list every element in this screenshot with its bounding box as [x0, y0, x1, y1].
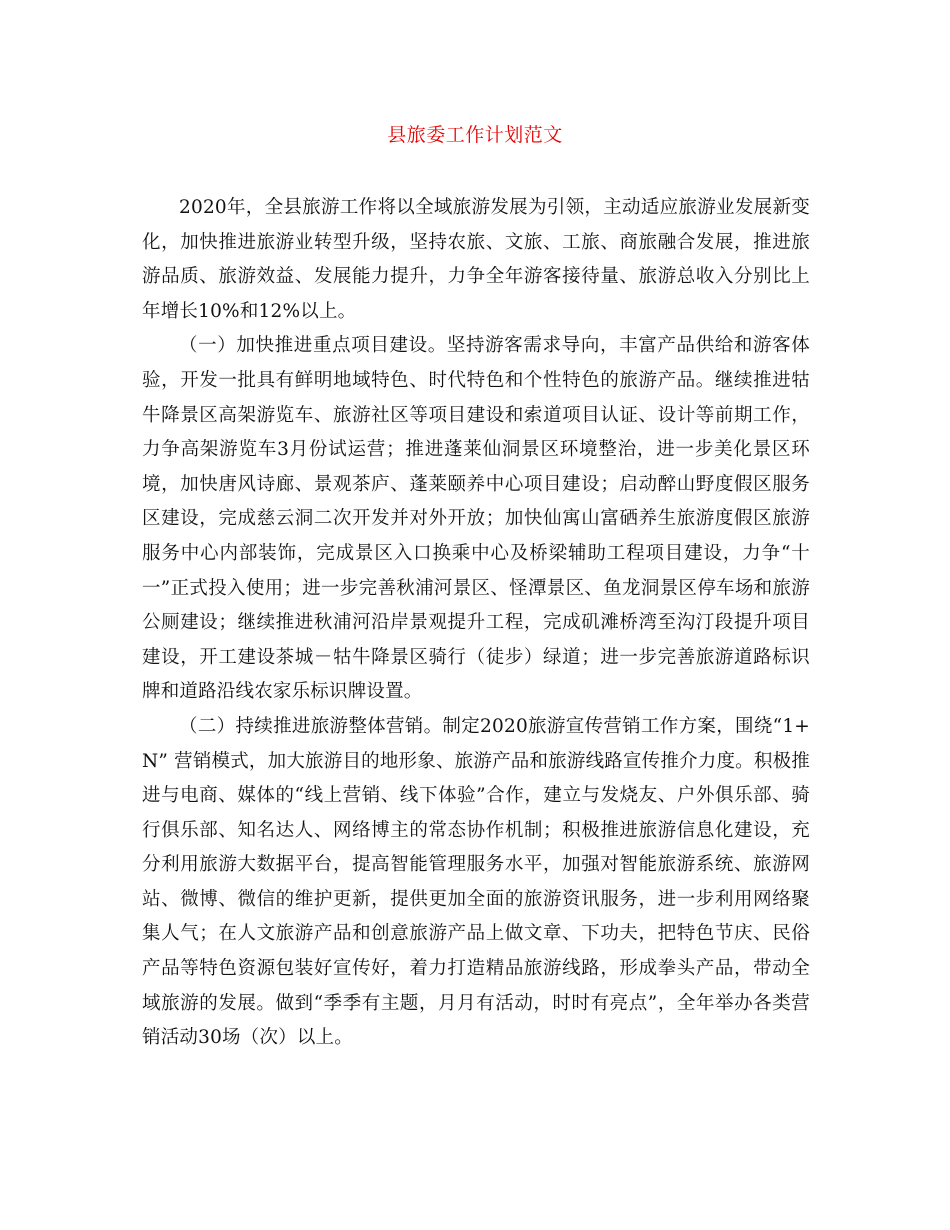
- paragraph-section-1: （一）加快推进重点项目建设。坚持游客需求导向，丰富产品供给和游客体验，开发一批具有鲜明地域特色、时代特色和个性特色的旅游产品。继续推进牯牛降景区高架游览车、旅游社区等项目建设和索道项目认证、设计等前期工作，力争高架游览车3月份试运营；推进蓬莱仙洞景区环境整治，进一步美化景区环境，加快唐风诗廊、景观茶庐、蓬莱颐养中心项目建设；启动醉山野度假区服务区建设，完成慈云洞二次开发并对外开放；加快仙寓山富硒养生旅游度假区旅游服务中心内部装饰，完成景区入口换乘中心及桥梁辅助工程项目建设，力争“十一”正式投入使用；进一步完善秋浦河景区、怪潭景区、鱼龙洞景区停车场和旅游公厕建设；继续推进秋浦河沿岸景观提升工程，完成矶滩桥湾至沟汀段提升项目建设，开工建设茶城－牯牛降景区骑行（徒步）绿道；进一步完善旅游道路标识牌和道路沿线农家乐标识牌设置。: [142, 335, 810, 703]
- document-title: 县旅委工作计划范文: [387, 124, 563, 146]
- document-body: [142, 191, 810, 1056]
- paragraph-section-2: （二）持续推进旅游整体营销。制定2020旅游宣传营销工作方案，围绕“1+N” 营销模式，加大旅游目的地形象、旅游产品和旅游线路宣传推介力度。积极推进与电商、媒体的“线上营销、线下体验”合作，建立与发烧友、户外俱乐部、骑行俱乐部、知名达人、网络博主的常态协作机制；积极推进旅游信息化建设，充分利用旅游大数据平台，提高智能管理服务水平，加强对智能旅游系统、旅游网站、微博、微信的维护更新，提供更加全面的旅游资讯服务，进一步利用网络聚集人气；在人文旅游产品和创意旅游产品上做文章、下功夫，把特色节庆、民俗产品等特色资源包装好宣传好，着力打造精品旅游线路，形成拳头产品，带动全域旅游的发展。做到“季季有主题，月月有活动，时时有亮点”，全年举办各类营销活动30场（次）以上。: [142, 715, 810, 1049]
- paragraph-intro: 2020年，全县旅游工作将以全域旅游发展为引领，主动适应旅游业发展新变化，加快推进旅游业转型升级，坚持农旅、文旅、工旅、商旅融合发展，推进旅游品质、旅游效益、发展能力提升，力争全年游客接待量、旅游总收入分别比上年增长10%和12%以上。: [142, 197, 810, 322]
